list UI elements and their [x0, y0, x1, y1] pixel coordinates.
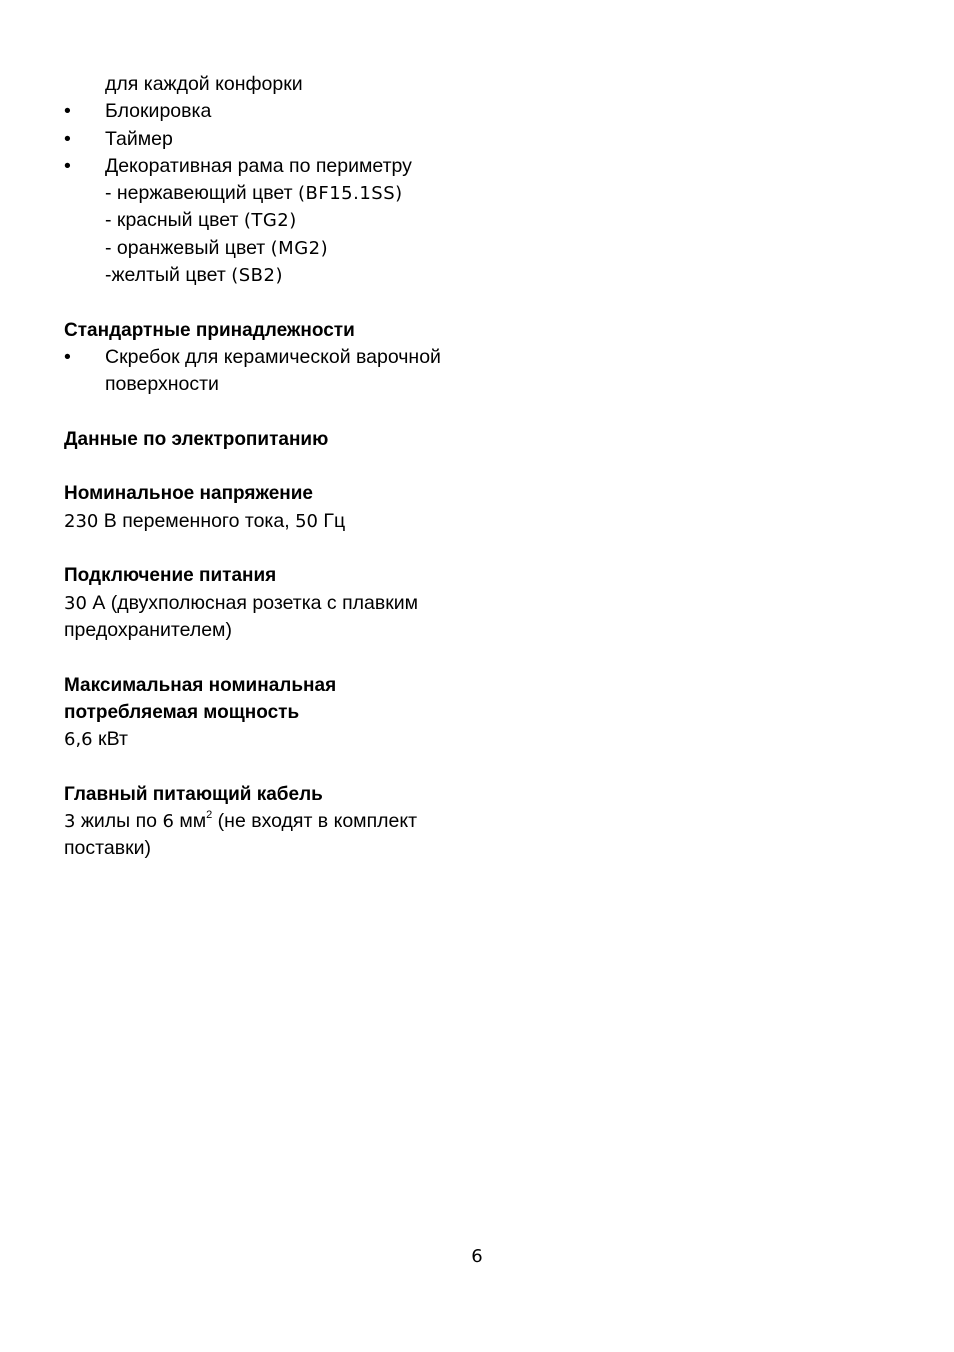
cable-value: 3 жилы по 6 $мм^2$ (не входят в комплект	[64, 808, 418, 833]
accessories-heading: Стандартные принадлежности	[64, 319, 355, 341]
frame-code: (SB2)	[231, 265, 284, 287]
feature-bullet-lock: • Блокировка	[64, 98, 504, 125]
voltage-heading: Номинальное напряжение	[64, 483, 314, 505]
feature-continuation: для каждой конфорки	[105, 73, 303, 95]
document-body	[64, 71, 504, 863]
frame-option-stainless: - нержавеющий цвет (BF15.1SS)	[105, 182, 403, 205]
spacer	[64, 289, 504, 316]
max-power-value: 6,6 кВт	[64, 728, 128, 751]
connection-value-continuation: предохранителем)	[64, 618, 232, 641]
frame-option-yellow: -желтый цвет (SB2)	[105, 264, 284, 287]
frame-code: (TG2)	[243, 210, 297, 232]
bullet-icon: •	[64, 127, 71, 150]
frame-code: (BF15.1SS)	[297, 183, 403, 205]
power-data-heading: Данные по электропитанию	[64, 428, 329, 450]
spacer	[64, 753, 504, 780]
bullet-icon: •	[64, 100, 71, 123]
max-power-heading-line2: потребляемая мощность	[64, 701, 300, 723]
voltage-value: 230 В переменного тока, 50 Гц	[64, 509, 346, 532]
spacer	[64, 535, 504, 562]
accessory-scraper-continuation: поверхности	[105, 373, 219, 396]
accessory-bullet-scraper: • Скребок для керамической варочной	[64, 344, 504, 371]
connection-heading: Подключение питания	[64, 565, 277, 587]
max-power-heading-line1: Максимальная номинальная	[64, 674, 337, 696]
page-number: 6	[471, 1246, 483, 1267]
connection-value: 30 А (двухполюсная розетка с плавким	[64, 591, 419, 614]
spacer	[64, 453, 504, 480]
frame-code: (MG2)	[270, 237, 329, 259]
spacer	[64, 644, 504, 671]
superscript: 2	[206, 808, 213, 821]
feature-bullet-frame: • Декоративная рама по периметру	[64, 153, 504, 180]
cable-value-continuation: поставки)	[64, 837, 151, 860]
bullet-icon: •	[64, 154, 71, 177]
frame-option-red: - красный цвет (TG2)	[105, 209, 297, 232]
frame-option-orange: - оранжевый цвет (MG2)	[105, 236, 329, 259]
spacer	[64, 399, 504, 426]
bullet-icon: •	[64, 345, 71, 368]
feature-bullet-timer: • Таймер	[64, 126, 504, 153]
cable-heading: Главный питающий кабель	[64, 783, 323, 805]
